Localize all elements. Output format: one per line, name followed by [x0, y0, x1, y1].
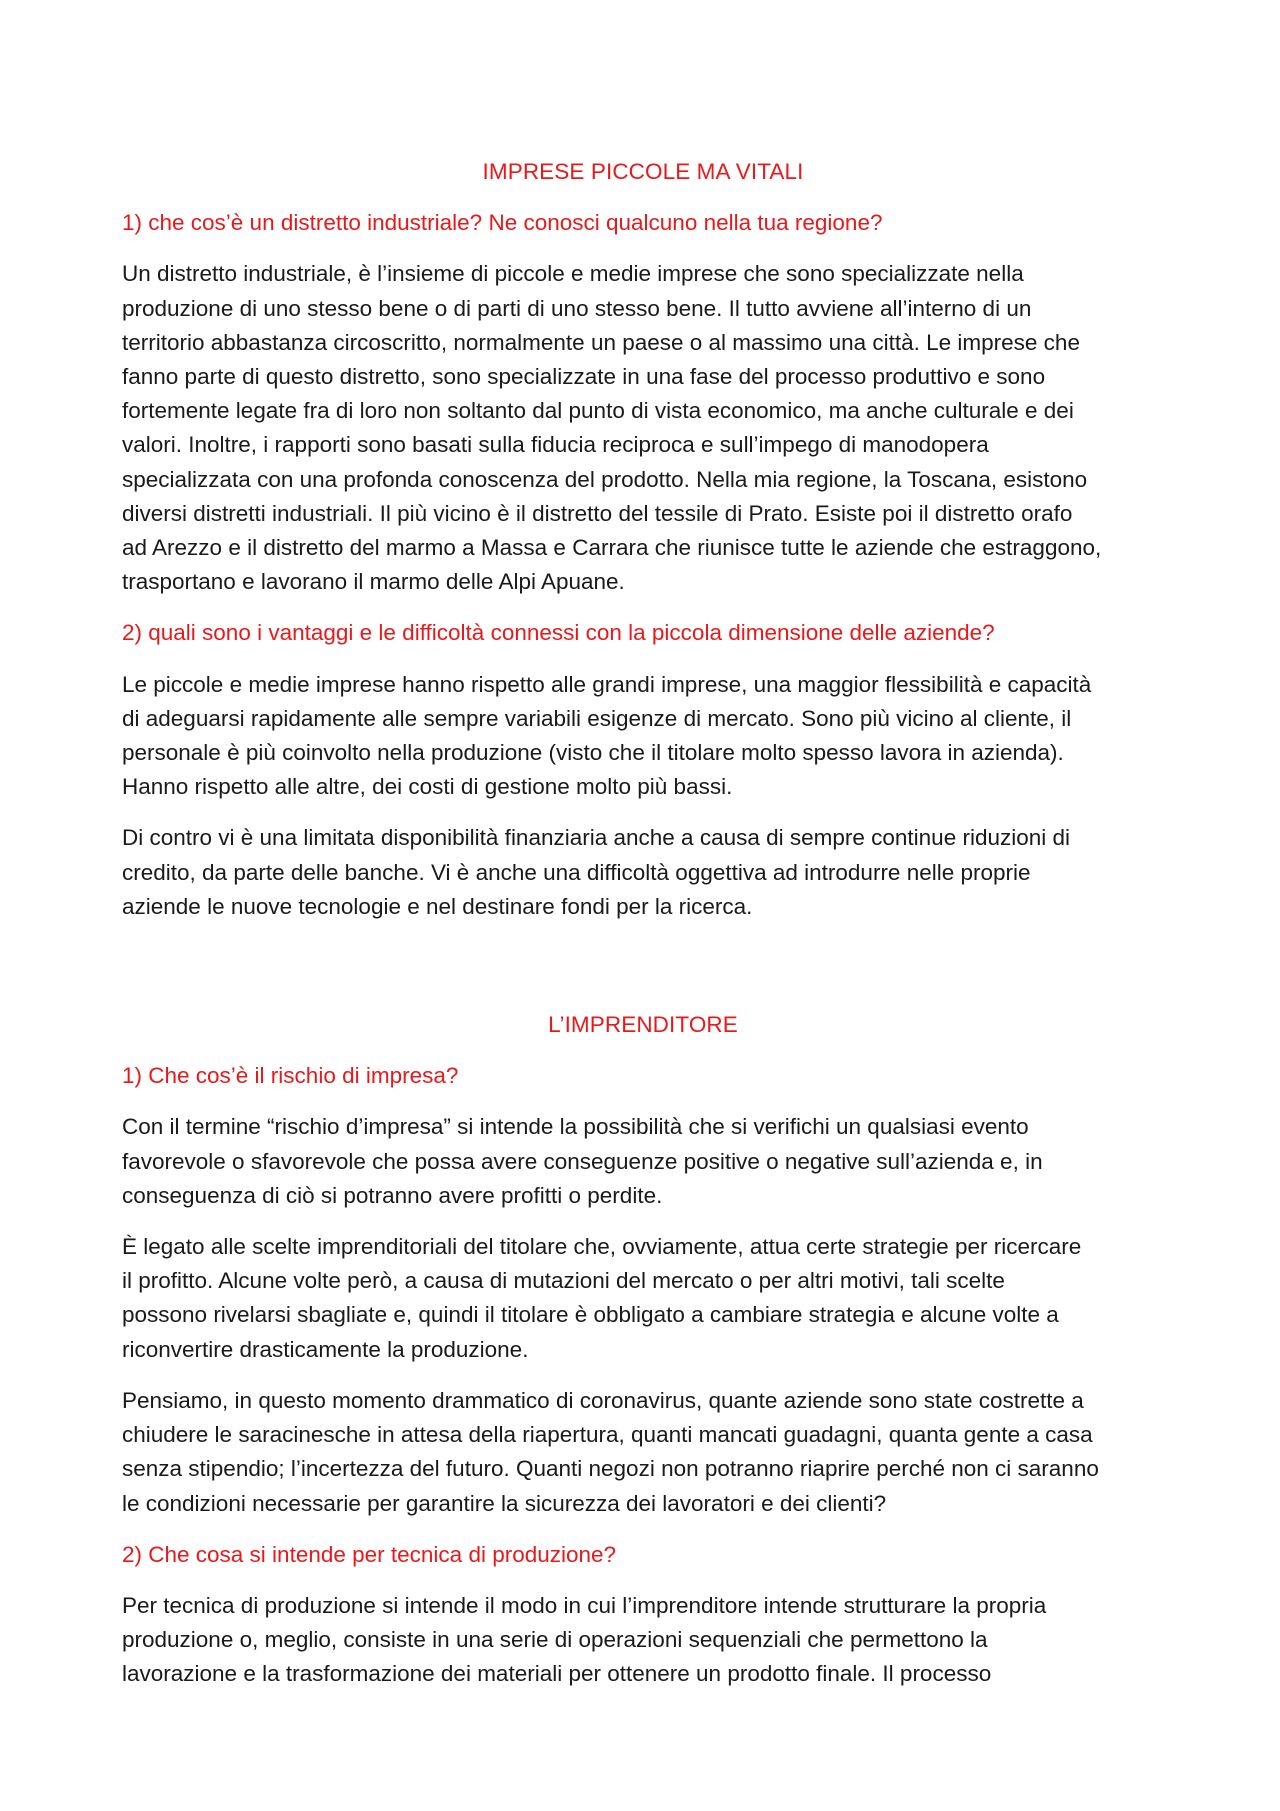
section-title: L’IMPRENDITORE	[548, 1012, 738, 1038]
answer-paragraph	[122, 257, 1164, 599]
text-line: fanno parte di questo distretto, sono specializzate in una fase del processo produttivo e sono	[122, 364, 1046, 390]
answer-paragraph	[122, 1384, 1164, 1521]
answer-paragraph	[122, 1589, 1164, 1692]
text-line: fortemente legate fra di loro non soltanto dal punto di vista economico, ma anche culturale e dei	[122, 398, 1074, 424]
text-line: Pensiamo, in questo momento drammatico di coronavirus, quante aziende sono state costrette a	[122, 1387, 1084, 1413]
text-line: il profitto. Alcune volte però, a causa di mutazioni del mercato o per altri motivi, tali scelte	[122, 1268, 1005, 1294]
question-heading: 1) che cos’è un distretto industriale? Ne conosci qualcuno nella tua regione?	[122, 210, 883, 236]
text-line: diversi distretti industriali. Il più vicino è il distretto del tessile di Prato. Esiste poi il distretto orafo	[122, 500, 1073, 526]
text-line: chiudere le saracinesche in attesa della riapertura, quanti mancati guadagni, quanta gente a casa	[122, 1422, 1093, 1448]
question-heading: 2) quali sono i vantaggi e le difficoltà connessi con la piccola dimensione delle aziende?	[122, 620, 995, 646]
section-spacer	[122, 941, 1164, 1008]
document-page	[122, 155, 1164, 1709]
answer-paragraph	[122, 821, 1164, 924]
text-line: Hanno rispetto alle altre, dei costi di gestione molto più bassi.	[122, 774, 733, 800]
text-line: Per tecnica di produzione si intende il modo in cui l’imprenditore intende strutturare la propria	[122, 1592, 1047, 1618]
text-line: conseguenza di ciò si potranno avere profitti o perdite.	[122, 1182, 663, 1208]
answer-paragraph	[122, 1230, 1164, 1367]
text-line: riconvertire drasticamente la produzione.	[122, 1336, 529, 1362]
text-line: credito, da parte delle banche. Vi è anche una difficoltà oggettiva ad introdurre nelle proprie	[122, 859, 1031, 885]
text-line: Le piccole e medie imprese hanno rispetto alle grandi imprese, una maggior flessibilità e capacità	[122, 671, 1092, 697]
question-heading: 1) Che cos’è il rischio di impresa?	[122, 1063, 459, 1089]
text-line: produzione di uno stesso bene o di parti di uno stesso bene. Il tutto avviene all’interno di un	[122, 295, 1032, 321]
text-line: favorevole o sfavorevole che possa avere conseguenze positive o negative sull’azienda e, in	[122, 1148, 1043, 1174]
text-line: territorio abbastanza circoscritto, normalmente un paese o al massimo una città. Le imprese che	[122, 329, 1080, 355]
text-line: personale è più coinvolto nella produzione (visto che il titolare molto spesso lavora in azienda).	[122, 740, 1064, 766]
text-line: valori. Inoltre, i rapporti sono basati sulla fiducia reciproca e sull’impego di manodopera	[122, 432, 989, 458]
text-line: Con il termine “rischio d’impresa” si intende la possibilità che si verifichi un qualsiasi evento	[122, 1114, 1029, 1140]
text-line: produzione o, meglio, consiste in una serie di operazioni sequenziali che permettono la	[122, 1627, 988, 1653]
text-line: trasportano e lavorano il marmo delle Alpi Apuane.	[122, 569, 625, 595]
text-line: specializzata con una profonda conoscenza del prodotto. Nella mia regione, la Toscana, esistono	[122, 466, 1088, 492]
text-line: le condizioni necessarie per garantire la sicurezza dei lavoratori e dei clienti?	[122, 1490, 887, 1516]
text-line: senza stipendio; l’incertezza del futuro. Quanti negozi non potranno riaprire perché non ci saranno	[122, 1456, 1099, 1482]
text-line: di adeguarsi rapidamente alle sempre variabili esigenze di mercato. Sono più vicino al cliente, il	[122, 705, 1072, 731]
text-line: possono rivelarsi sbagliate e, quindi il titolare è obbligato a cambiare strategia e alcune volte a	[122, 1302, 1059, 1328]
section-title: IMPRESE PICCOLE MA VITALI	[482, 159, 804, 184]
text-line: È legato alle scelte imprenditoriali del titolare che, ovviamente, attua certe strategie per ricercare	[122, 1234, 1082, 1260]
text-line: Un distretto industriale, è l’insieme di piccole e medie imprese che sono specializzate nella	[122, 261, 1024, 287]
text-line: ad Arezzo e il distretto del marmo a Massa e Carrara che riunisce tutte le aziende che estraggono,	[122, 535, 1102, 561]
text-line: Di contro vi è una limitata disponibilità finanziaria anche a causa di sempre continue riduzioni di	[122, 825, 1071, 851]
text-line: aziende le nuove tecnologie e nel destinare fondi per la ricerca.	[122, 893, 753, 919]
answer-paragraph	[122, 1110, 1164, 1213]
question-heading: 2) Che cosa si intende per tecnica di produzione?	[122, 1541, 617, 1567]
answer-paragraph	[122, 668, 1164, 805]
text-line: lavorazione e la trasformazione dei materiali per ottenere un prodotto finale. Il processo	[122, 1661, 992, 1687]
